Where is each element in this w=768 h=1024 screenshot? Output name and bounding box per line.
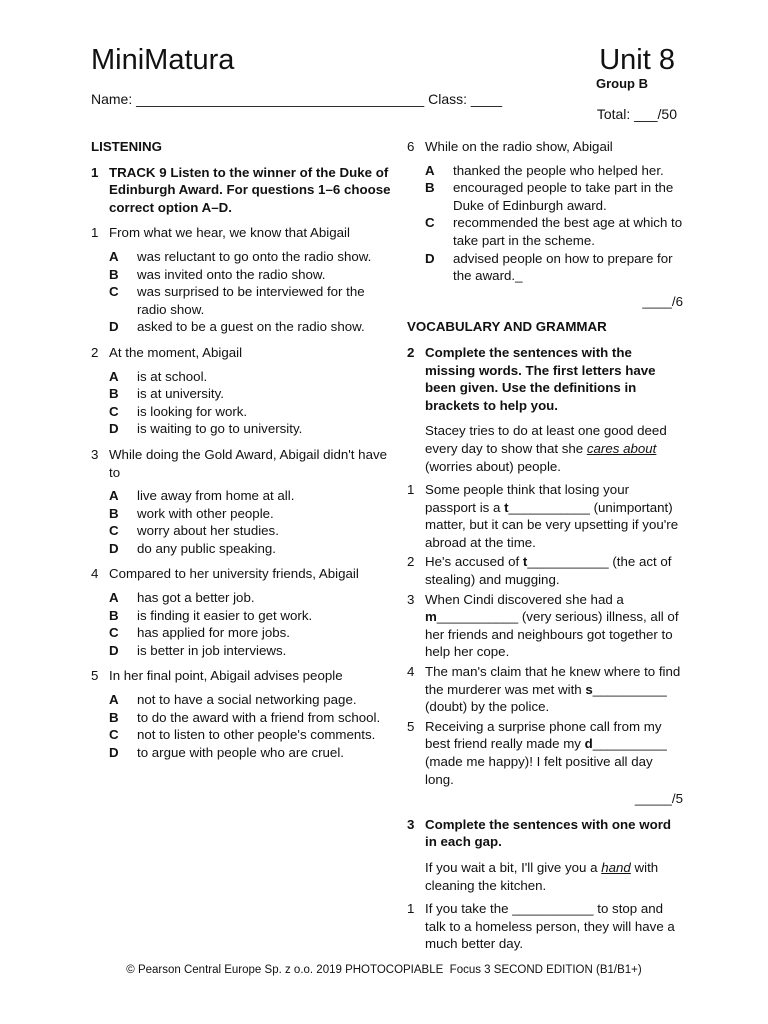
- exercise-number: 2: [407, 344, 415, 360]
- listening-questions: [91, 224, 391, 761]
- answer-option: [109, 589, 391, 607]
- item-text-start: When Cindi discovered she had a: [425, 591, 624, 607]
- exercise-3-instruction: [407, 816, 683, 851]
- listening-heading: LISTENING: [91, 139, 162, 154]
- option-text: has got a better job.: [137, 590, 255, 606]
- answer-option: [425, 162, 683, 180]
- option-letter: B: [109, 607, 119, 623]
- exercise-text: Complete the sentences with the missing words. The first letters have been given. Use the definitions in brackets to help you.: [425, 344, 656, 413]
- option-text: is at university.: [137, 386, 224, 402]
- example-answer: cares about: [586, 440, 657, 456]
- option-letter: C: [425, 215, 435, 231]
- option-letter: B: [109, 505, 119, 521]
- option-text: recommended the best age at which to take part in the scheme.: [453, 215, 683, 248]
- option-text: encouraged people to take part in the Duke of Edinburgh award.: [453, 180, 674, 213]
- question-number: 6: [407, 139, 415, 154]
- exercise-3-items: [407, 900, 683, 953]
- option-text: do any public speaking.: [137, 540, 276, 556]
- item-text: [425, 591, 683, 661]
- option-letter: B: [109, 386, 119, 402]
- option-text: live away from home at all.: [137, 488, 295, 504]
- gap-sentence: [407, 553, 683, 588]
- answer-option: [109, 505, 391, 523]
- option-text: is finding it easier to get work.: [137, 607, 313, 623]
- question-stem: From what we hear, we know that Abigail: [109, 225, 350, 241]
- answer-option: [109, 642, 391, 660]
- answer-option: [109, 540, 391, 558]
- option-text: to do the award with a friend from school.: [137, 709, 381, 725]
- exercise-2-example: [425, 422, 683, 475]
- item-number: 4: [407, 664, 415, 680]
- option-letter: D: [109, 540, 119, 556]
- option-text: not to have a social networking page.: [137, 692, 357, 708]
- question-6-options: [425, 162, 683, 285]
- option-letter: A: [425, 162, 435, 178]
- item-text-end: ___________ (the act of stealing) and mugging.: [425, 554, 672, 588]
- item-text: [425, 481, 683, 551]
- answer-option: [109, 744, 391, 762]
- answer-option: [109, 420, 391, 438]
- item-text: If you take the ___________ to stop and talk to a homeless person, they will have a much better day.: [425, 901, 675, 952]
- first-letter: t: [522, 554, 528, 570]
- option-letter: C: [109, 403, 119, 419]
- item-text-end: __________ (made me happy)! I felt positive all day long.: [425, 736, 667, 787]
- right-column: [407, 138, 683, 955]
- option-text: is at school.: [137, 368, 208, 384]
- answer-option: [109, 607, 391, 625]
- question-options: [109, 487, 391, 557]
- question-options: [109, 589, 391, 659]
- question-number: 3: [91, 446, 99, 462]
- question-options: [109, 248, 391, 336]
- question-3: [91, 446, 391, 481]
- answer-option: [109, 283, 391, 318]
- copyright-footer: © Pearson Central Europe Sp. z o.o. 2019 PHOTOCOPIABLE Focus 3 SECOND EDITION (B1/B1+): [126, 964, 642, 976]
- answer-option: [109, 385, 391, 403]
- option-text: advised people on how to prepare for the award._: [453, 250, 673, 284]
- gap-sentence: [407, 900, 683, 953]
- question-1: [91, 224, 391, 242]
- example-text: If you wait a bit, I'll give you a: [425, 859, 602, 875]
- question-options: [109, 691, 391, 761]
- option-text: is waiting to go to university.: [137, 421, 303, 437]
- item-number: 5: [407, 718, 415, 734]
- answer-option: [109, 709, 391, 727]
- option-letter: C: [109, 284, 119, 300]
- example-text-end: (worries about) people.: [425, 458, 561, 474]
- item-number: 2: [407, 554, 415, 570]
- question-stem: While on the radio show, Abigail: [425, 139, 613, 154]
- answer-option: [425, 214, 683, 249]
- option-letter: A: [109, 488, 119, 504]
- option-letter: D: [109, 319, 119, 335]
- question-stem: Compared to her university friends, Abigail: [109, 566, 359, 582]
- option-text: is better in job interviews.: [137, 642, 287, 658]
- option-letter: A: [109, 368, 119, 384]
- exercise-2-instruction: [407, 344, 683, 414]
- item-text-start: The man's claim that he knew where to find the murderer was met with: [425, 664, 681, 697]
- question-number: 5: [91, 668, 99, 684]
- total-score: Total: ___/50: [596, 106, 677, 122]
- option-letter: D: [109, 744, 119, 760]
- answer-option: [109, 726, 391, 744]
- item-text-end: __________ (doubt) by the police.: [425, 681, 667, 715]
- option-text: not to listen to other people's comments.: [137, 727, 376, 743]
- exercise-number: 3: [407, 816, 415, 832]
- exercise-text: Complete the sentences with one word in each gap.: [425, 816, 672, 850]
- item-text-start: Receiving a surprise phone call from my best friend really made my: [425, 718, 662, 752]
- option-letter: B: [109, 266, 119, 282]
- option-letter: B: [425, 180, 435, 196]
- unit-label: Unit 8: [599, 44, 675, 76]
- option-letter: C: [109, 727, 119, 743]
- option-text: worry about her studies.: [137, 523, 279, 539]
- example-text: Stacey tries to do at least one good deed every day to show that she: [425, 423, 667, 456]
- answer-option: [109, 691, 391, 709]
- answer-option: [425, 250, 683, 285]
- item-text: [425, 553, 683, 588]
- first-letter: t: [504, 499, 509, 515]
- answer-option: [109, 403, 391, 421]
- exercise-2-items: [407, 481, 683, 788]
- left-column: [91, 138, 391, 769]
- gap-sentence: [407, 663, 683, 716]
- instruction-text: TRACK 9 Listen to the winner of the Duke of Edinburgh Award. For questions 1–6 choose correct option A–D.: [109, 164, 391, 215]
- option-letter: B: [109, 709, 119, 725]
- first-letter: s: [585, 681, 593, 697]
- item-text-start: He's accused of: [425, 554, 523, 570]
- gap-sentence: [407, 591, 683, 661]
- option-letter: A: [109, 248, 119, 264]
- example-text-end: with cleaning the kitchen.: [425, 859, 659, 893]
- gap-sentence: [407, 718, 683, 788]
- option-text: thanked the people who helped her.: [453, 162, 664, 178]
- option-letter: D: [425, 250, 435, 266]
- name-class-line: Name: _____________________________________ Class: ____: [91, 91, 503, 107]
- item-number: 1: [407, 901, 415, 917]
- item-text-end: ___________ (unimportant) matter, but it can be very upsetting if you're abroad at the time.: [425, 499, 679, 550]
- option-text: to argue with people who are cruel.: [137, 744, 344, 760]
- option-letter: D: [109, 642, 119, 658]
- first-letter: d: [584, 736, 593, 752]
- question-stem: At the moment, Abigail: [109, 344, 243, 360]
- option-text: has applied for more jobs.: [137, 625, 290, 641]
- question-number: 2: [91, 344, 99, 360]
- question-number: 1: [91, 225, 99, 241]
- option-letter: C: [109, 625, 119, 641]
- question-number: 4: [91, 566, 99, 582]
- option-letter: A: [109, 590, 119, 606]
- option-text: was surprised to be interviewed for the radio show.: [137, 284, 365, 317]
- group-label: Group B: [596, 76, 648, 91]
- option-letter: C: [109, 523, 119, 539]
- answer-option: [109, 368, 391, 386]
- answer-option: [109, 318, 391, 336]
- question-6: [407, 138, 683, 156]
- option-letter: A: [109, 692, 119, 708]
- item-text-end: ___________ (very serious) illness, all of her friends and neighbours got together to help her cope.: [425, 609, 679, 660]
- answer-option: [109, 248, 391, 266]
- instruction-number: 1: [91, 164, 99, 180]
- item-text: [425, 663, 683, 716]
- question-stem: While doing the Gold Award, Abigail didn't have to: [109, 446, 388, 480]
- answer-option: [109, 266, 391, 284]
- item-text: [425, 718, 683, 788]
- question-2: [91, 344, 391, 362]
- option-text: work with other people.: [137, 505, 274, 521]
- vocab-heading: VOCABULARY AND GRAMMAR: [407, 319, 607, 335]
- option-text: was reluctant to go onto the radio show.: [137, 248, 372, 264]
- option-letter: D: [109, 421, 119, 437]
- listening-score: ____/6: [642, 293, 683, 309]
- answer-option: [109, 487, 391, 505]
- answer-option: [109, 624, 391, 642]
- answer-option: [425, 179, 683, 214]
- option-text: was invited onto the radio show.: [137, 266, 326, 282]
- exercise-2-score: _____/5: [634, 791, 683, 807]
- exercise-3-example: [425, 859, 683, 894]
- gap-sentence: [407, 481, 683, 551]
- question-5: [91, 667, 391, 685]
- answer-option: [109, 522, 391, 540]
- first-letter: m: [425, 609, 437, 625]
- option-text: is looking for work.: [137, 403, 248, 419]
- question-options: [109, 368, 391, 438]
- question-4: [91, 565, 391, 583]
- item-number: 1: [407, 482, 415, 498]
- worksheet-title: MiniMatura: [91, 44, 235, 76]
- listening-instruction: [91, 164, 391, 217]
- item-text-start: Some people think that losing your passport is a: [425, 482, 630, 515]
- item-number: 3: [407, 591, 415, 607]
- example-answer: hand: [601, 859, 631, 875]
- question-stem: In her final point, Abigail advises people: [109, 668, 343, 684]
- option-text: asked to be a guest on the radio show.: [137, 319, 365, 335]
